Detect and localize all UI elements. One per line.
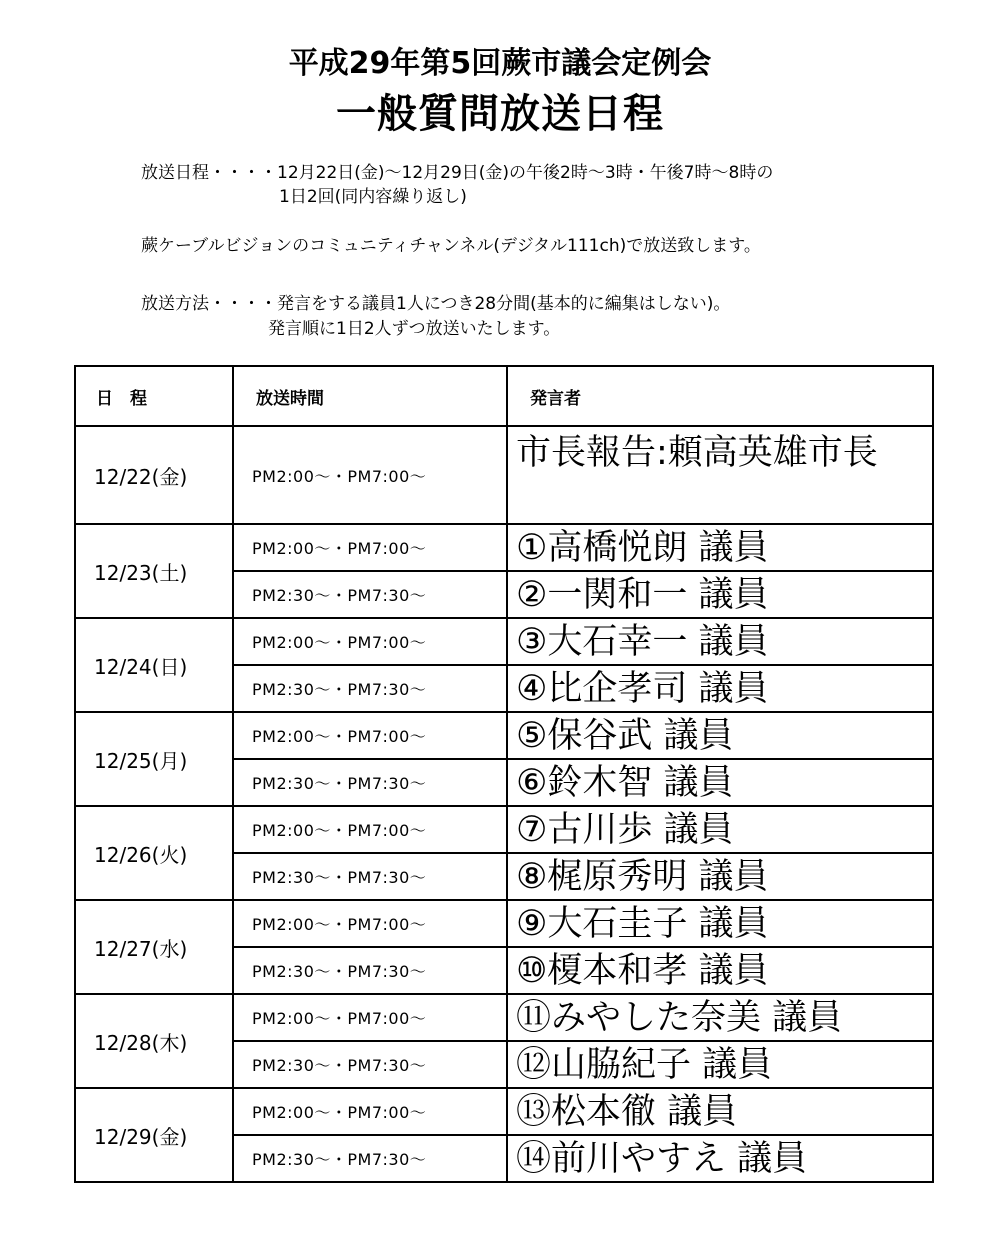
- table-row: [75, 712, 933, 759]
- speaker-cell: ⑤保谷武 議員: [507, 712, 933, 759]
- table-row: [75, 426, 933, 524]
- date-cell: 12/25(月): [75, 712, 233, 806]
- method-line2: 発言順に1日2人ずつ放送いたします。: [268, 319, 561, 339]
- time-cell: PM2:00～・PM7:00～: [233, 712, 507, 759]
- speaker-cell: ⑭前川やすえ 議員: [507, 1135, 933, 1182]
- page-title: 一般質問放送日程: [336, 91, 664, 137]
- table-row: [75, 618, 933, 665]
- speaker-cell: ⑥鈴木智 議員: [507, 759, 933, 806]
- date-cell: 12/28(木): [75, 994, 233, 1088]
- time-cell: PM2:00～・PM7:00～: [233, 426, 507, 524]
- speaker-cell: ⑧梶原秀明 議員: [507, 853, 933, 900]
- method-line1: 放送方法・・・・発言をする議員1人につき28分間(基本的に編集はしない)。: [141, 294, 731, 314]
- speaker-cell: ①高橋悦朗 議員: [507, 524, 933, 571]
- time-cell: PM2:30～・PM7:30～: [233, 571, 507, 618]
- time-cell: PM2:30～・PM7:30～: [233, 759, 507, 806]
- schedule-line2: 1日2回(同内容繰り返し): [279, 187, 467, 207]
- table-row: [75, 524, 933, 571]
- time-cell: PM2:30～・PM7:30～: [233, 947, 507, 994]
- speaker-cell: ⑨大石圭子 議員: [507, 900, 933, 947]
- table-row: [75, 994, 933, 1041]
- date-cell: 12/22(金): [75, 426, 233, 524]
- speaker-cell: ⑬松本徹 議員: [507, 1088, 933, 1135]
- time-cell: PM2:30～・PM7:30～: [233, 1135, 507, 1182]
- header-speaker: 発言者: [507, 366, 933, 426]
- time-cell: PM2:00～・PM7:00～: [233, 806, 507, 853]
- speaker-cell: ②一関和一 議員: [507, 571, 933, 618]
- header-time: 放送時間: [233, 366, 507, 426]
- speaker-cell: ⑦古川歩 議員: [507, 806, 933, 853]
- time-cell: PM2:00～・PM7:00～: [233, 900, 507, 947]
- time-cell: PM2:00～・PM7:00～: [233, 994, 507, 1041]
- time-cell: PM2:30～・PM7:30～: [233, 853, 507, 900]
- date-cell: 12/29(金): [75, 1088, 233, 1182]
- time-cell: PM2:30～・PM7:30～: [233, 1041, 507, 1088]
- speaker-cell: ④比企孝司 議員: [507, 665, 933, 712]
- speaker-cell: ⑩榎本和孝 議員: [507, 947, 933, 994]
- date-cell: 12/27(水): [75, 900, 233, 994]
- time-cell: PM2:30～・PM7:30～: [233, 665, 507, 712]
- date-cell: 12/26(火): [75, 806, 233, 900]
- header-date: 日 程: [75, 366, 233, 426]
- channel-line: 蕨ケーブルビジョンのコミュニティチャンネル(デジタル111ch)で放送致します。: [141, 236, 761, 256]
- speaker-cell: 市長報告:頼高英雄市長: [507, 426, 933, 524]
- table-row: [75, 900, 933, 947]
- time-cell: PM2:00～・PM7:00～: [233, 524, 507, 571]
- speaker-cell: ③大石幸一 議員: [507, 618, 933, 665]
- title-line1: 平成29年第5回蕨市議会定例会: [288, 46, 712, 81]
- table-header-row: [75, 366, 933, 426]
- date-cell: 12/24(日): [75, 618, 233, 712]
- schedule-table: [74, 365, 934, 1183]
- time-cell: PM2:00～・PM7:00～: [233, 618, 507, 665]
- table-row: [75, 1088, 933, 1135]
- time-cell: PM2:00～・PM7:00～: [233, 1088, 507, 1135]
- schedule-line1: 放送日程・・・・12月22日(金)～12月29日(金)の午後2時～3時・午後7時～8時の: [141, 163, 774, 183]
- speaker-cell: ⑪みやした奈美 議員: [507, 994, 933, 1041]
- date-cell: 12/23(土): [75, 524, 233, 618]
- table-row: [75, 806, 933, 853]
- speaker-cell: ⑫山脇紀子 議員: [507, 1041, 933, 1088]
